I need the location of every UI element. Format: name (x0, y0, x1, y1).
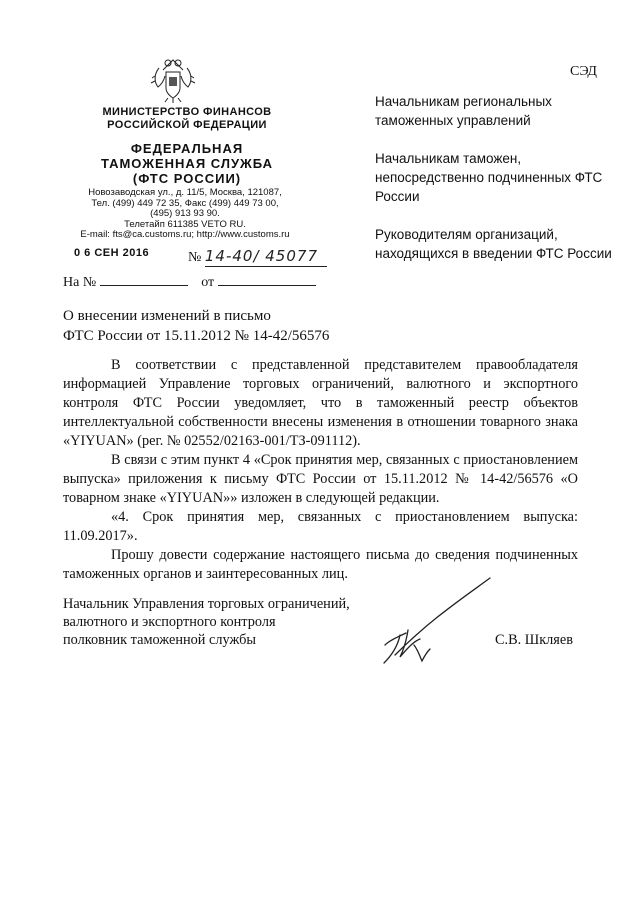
number-prefix: № (188, 250, 202, 265)
contact-line: Телетайп 611385 VETO RU. (124, 218, 246, 230)
body-paragraph: «4. Срок принятия мер, связанных с приостановлением выпуска: 11.09.2017». (63, 509, 578, 544)
reply-reference (63, 275, 316, 291)
service-line: (ФТС РОССИИ) (132, 171, 242, 186)
body-paragraph: Прошу довести содержание настоящего письма до сведения подчиненных таможенных органов и заинтересованных лиц. (63, 547, 578, 582)
contact-line: (495) 913 93 90. (150, 208, 220, 219)
contact-line: Новозаводская ул., д. 11/5, Москва, 121087, (88, 187, 282, 198)
body-paragraph: В соответствии с представленной представителем правообладателя информацией Управление торговых ограничений, валютного и экспортного контроля ФТС России уведомляет, что в таможенный реестр объектов интеллектуальной собственности внесены изменения в отношении товарного знака «YIYUAN» (рег. № 02552/02163-001/ТЗ-091112). (63, 357, 578, 449)
recipient: Начальникам таможен, непосредственно подчиненных ФТС России (375, 151, 603, 204)
reply-number-blank (100, 285, 188, 286)
position-line: Начальник Управления торговых ограничений, (63, 596, 350, 612)
body-paragraph: В связи с этим пункт 4 «Срок принятия мер, связанных с приостановлением выпуска» приложения к письму ФТС России от 15.11.2012 № 14-42/56576 «О товарном знаке «YIYUAN»» изложен в следующей редакции. (63, 452, 578, 506)
from-label: от (201, 275, 215, 290)
letter-date: 0 6 СЕН 2016 (74, 247, 150, 259)
signer-position (63, 595, 350, 649)
subject-line: О внесении изменений в письмо (63, 308, 271, 324)
reply-label: На № (63, 275, 97, 290)
service-line: ТАМОЖЕННАЯ СЛУЖБА (100, 156, 274, 171)
ministry-line: РОССИЙСКОЙ ФЕДЕРАЦИИ (107, 119, 267, 131)
ministry-name (72, 106, 302, 132)
recipient: Руководителям организаций, находящихся в введении ФТС России (375, 227, 612, 261)
position-line: валютного и экспортного контроля (63, 614, 276, 630)
coat-of-arms-icon (150, 54, 196, 104)
reply-date-blank (218, 285, 316, 286)
letter-subject (63, 306, 329, 346)
subject-line: ФТС России от 15.11.2012 № 14-42/56576 (63, 328, 330, 344)
outgoing-number (188, 247, 327, 267)
signer-name: С.В. Шкляев (495, 632, 573, 648)
recipient: Начальникам региональных таможенных управлений (375, 94, 552, 128)
sed-stamp: СЭД (570, 64, 597, 79)
position-line: полковник таможенной службы (63, 632, 257, 648)
letter-body (63, 356, 578, 584)
handwritten-signature (370, 575, 500, 670)
contact-line: E-mail: fts@ca.customs.ru; http://www.customs.ru (80, 229, 290, 240)
ministry-line: МИНИСТЕРСТВО ФИНАНСОВ (102, 106, 272, 118)
service-name (72, 141, 302, 186)
handwritten-number: 14-40/ 45077 (204, 247, 318, 265)
contacts-block (60, 188, 310, 241)
recipients-block (375, 92, 615, 282)
contact-line: Тел. (499) 449 72 35, Факс (499) 449 73 00, (91, 197, 279, 209)
service-line: ФЕДЕРАЛЬНАЯ (130, 141, 244, 156)
